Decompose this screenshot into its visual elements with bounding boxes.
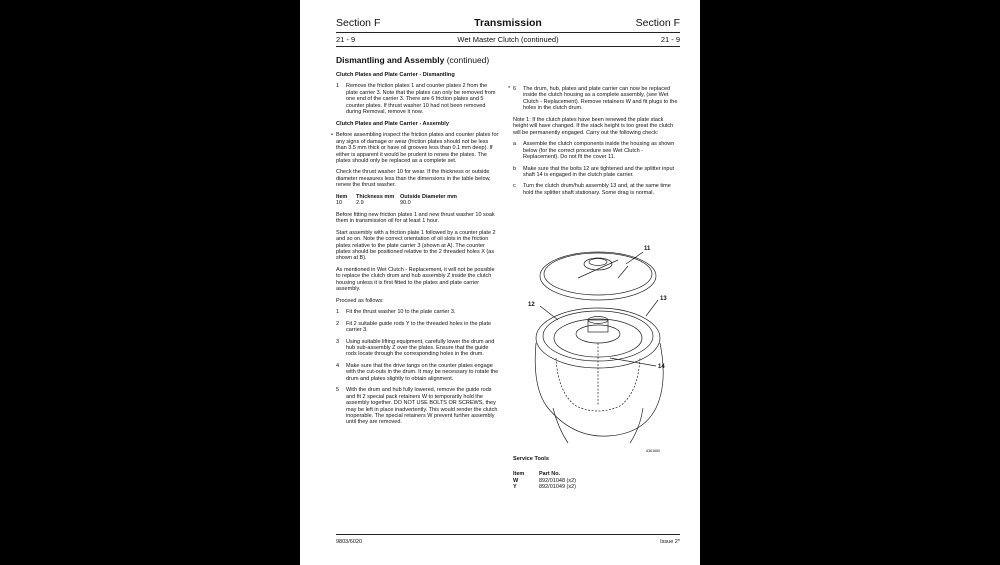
note-stack-height: Note 1: If the clutch plates have been renewed the plate stack height will have changed. If the stack height is too great the clutch will be permanently engaged. Carry out the following check: bbox=[513, 116, 674, 136]
hub-outline bbox=[576, 325, 620, 343]
paragraph-soak: Before fitting new friction plates 1 and new thrust washer 10 soak them in transmission oil for at least 1 hour. bbox=[336, 211, 495, 225]
callout-11: 11 bbox=[644, 246, 651, 252]
figure-ref: A361660 bbox=[646, 449, 661, 453]
section-title-text: Dismantling and Assembly bbox=[336, 55, 445, 65]
heading-dismantling: Clutch Plates and Plate Carrier - Dismantling bbox=[336, 72, 455, 78]
footer-rule bbox=[336, 534, 680, 535]
tools-header-item: Item bbox=[513, 471, 525, 478]
table-cell-item: 10 bbox=[336, 200, 343, 207]
step-letter: c bbox=[513, 183, 516, 190]
step-number: 2 bbox=[336, 320, 340, 327]
service-tools-table bbox=[513, 471, 678, 490]
step-number: 4 bbox=[336, 362, 340, 369]
table-header-od: Outside Diameter mm bbox=[400, 193, 457, 200]
footer-doc-number: 9803/6020 bbox=[336, 539, 362, 545]
step-text: With the drum and hub fully lowered, remove the guide rods and fit 2 special pack retainers W to temporarily hold the assembly together. DO NOT USE BOLTS OR SCREWS, they may be left in place inadvertently. This would render the clutch inoperable. The special retainers W prevent further assembly until they are removed. bbox=[346, 387, 498, 426]
housing-lower-edge bbox=[553, 408, 568, 443]
cover-boss-hole bbox=[589, 259, 607, 266]
clutch-housing-diagram bbox=[518, 238, 678, 460]
step-assembly-2 bbox=[336, 321, 500, 334]
step-number: 1 bbox=[336, 309, 340, 316]
tools-row-part: 892/01049 (x2) bbox=[539, 484, 576, 491]
step-text: Assemble the clutch components inside the housing as shown below (for the correct procedure see Wet Clutch - Replacement). Do not fit the cover 11. bbox=[523, 141, 675, 161]
header-section-left: Section F bbox=[336, 17, 381, 29]
page-header bbox=[336, 17, 680, 31]
leader-12 bbox=[540, 306, 558, 320]
step-assembly-1 bbox=[336, 309, 500, 315]
table-cell-od: 90.0 bbox=[400, 200, 411, 207]
paragraph-inspect bbox=[331, 132, 500, 164]
revision-mark: * bbox=[508, 86, 511, 92]
step-assembly-3 bbox=[336, 339, 500, 358]
step-text: The drum, hub, plates and plate carrier can now be replaced inside the clutch housing as a complete assembly, (see Wet Clutch - Replacement). Remove retainers W and fit plugs to the holes in the clutch drum. bbox=[523, 86, 678, 112]
step-number: 3 bbox=[336, 338, 340, 345]
step-number: 1 bbox=[336, 83, 340, 90]
step-letter: a bbox=[513, 141, 517, 148]
header-section-right: Section F bbox=[635, 17, 680, 29]
table-header-thickness: Thickness mm bbox=[356, 193, 395, 200]
step-number: 6 bbox=[513, 86, 517, 92]
leader-11 bbox=[626, 252, 643, 264]
callout-13: 13 bbox=[660, 296, 667, 302]
subheader-rule bbox=[336, 46, 680, 47]
subheader-title: Wet Master Clutch (continued) bbox=[457, 35, 559, 44]
paragraph-replacement-note: As mentioned in Wet Clutch - Replacement, it will not be possible to replace the clutch drum and hub assembly Z inside the clutch housing unless it is first fitted to the plates and plate carrier assembly. bbox=[336, 266, 495, 293]
callout-12: 12 bbox=[528, 302, 535, 308]
splitter-shaft bbox=[588, 320, 608, 332]
step-dismantle-1 bbox=[336, 83, 500, 115]
left-column bbox=[331, 72, 500, 431]
leader-13 bbox=[646, 300, 658, 316]
paragraph-text: Before assembling inspect the friction plates and counter plates for any signs of damage or wear (friction plates should not be less than 3.5 mm thick or have oil grooves less than 0.1 mm deep). If either is apparent it would be prudent to renew the plates. The plates should only be replaced as a complete set. bbox=[336, 132, 499, 164]
check-step-c bbox=[513, 183, 678, 196]
step-text: Fit 2 suitable guide rods Y to the threaded holes in the plate carrier 3. bbox=[346, 320, 492, 334]
step-text: Fit the thrust washer 10 to the plate carrier 3. bbox=[346, 309, 456, 316]
right-column bbox=[508, 86, 678, 201]
cover-boss bbox=[584, 258, 612, 270]
step-assembly-6 bbox=[508, 86, 678, 112]
step-letter: b bbox=[513, 165, 517, 172]
table-cell-thickness: 2.9 bbox=[356, 200, 364, 207]
page-subheader bbox=[336, 35, 680, 45]
cover-plate-outline bbox=[540, 252, 656, 300]
step-text: Turn the clutch drum/hub assembly 13 and, at the same time hold the splitter shaft stationary. Some drag is normal. bbox=[523, 183, 671, 196]
service-tools-heading: Service Tools bbox=[513, 456, 549, 462]
section-title bbox=[336, 55, 489, 65]
tools-row-part: 892/01048 (x2) bbox=[539, 477, 576, 484]
heading-assembly: Clutch Plates and Plate Carrier - Assembly bbox=[336, 120, 449, 127]
document-page bbox=[300, 0, 700, 565]
thrust-washer-table bbox=[336, 194, 500, 207]
leader-14 bbox=[610, 358, 656, 366]
table-header-item: Item bbox=[336, 193, 348, 200]
check-step-b bbox=[513, 166, 678, 179]
section-title-suffix: (continued) bbox=[446, 55, 490, 65]
revision-mark: • bbox=[331, 132, 333, 139]
paragraph-proceed: Proceed as follows: bbox=[336, 297, 384, 304]
subheader-page-right: 21 - 9 bbox=[660, 35, 680, 44]
step-text: Using suitable lifting equipment, carefully lower the drum and hub sub-assembly Z over the plates. Ensure that the guide rods locate through the corresponding holes in the drum. bbox=[346, 338, 495, 358]
footer-issue: Issue 2* bbox=[660, 539, 680, 545]
paragraph-thrust-washer: Check the thrust washer 10 for wear. If the thickness or outside diameter measures less than the dimensions in the table below, renew the thrust washer. bbox=[336, 169, 491, 189]
check-step-a bbox=[513, 141, 678, 160]
cover-rib bbox=[618, 266, 628, 278]
header-title: Transmission bbox=[474, 17, 542, 29]
tools-row-item: Y bbox=[513, 484, 517, 491]
paragraph-start-assembly: Start assembly with a friction plate 1 followed by a counter plate 2 and so on. Note the correct orientation of oil slots in the friction plates relative to the plate carrier 3 (shown at A). The counter plates should be positioned relative to the 2 threaded holes X (as shown at B). bbox=[336, 229, 496, 262]
step-text: Make sure that the bolts 12 are tightened and the splitter input shaft 14 is engaged in the clutch plate carrier. bbox=[523, 165, 675, 178]
tools-row-item: W bbox=[513, 477, 519, 484]
step-number: 5 bbox=[336, 387, 340, 394]
step-text: Make sure that the drive tangs on the counter plates engage with the cut-outs in the drum. It may be necessary to rotate the drum and plates slightly to obtain alignment. bbox=[346, 362, 499, 382]
step-assembly-4 bbox=[336, 363, 500, 382]
subheader-page-left: 21 - 9 bbox=[336, 35, 356, 44]
step-text: Remove the friction plates 1 and counter plates 2 from the plate carrier 3. Note that the plates can only be removed from one end of the carrier 3. There are 6 friction plates and 5 counter plates. If thrust washer 10 had not been removed during Removal, remove it now. bbox=[346, 83, 496, 116]
service-tools bbox=[513, 456, 678, 491]
header-rule bbox=[336, 32, 680, 33]
step-assembly-5 bbox=[336, 387, 500, 426]
callout-14: 14 bbox=[658, 364, 665, 370]
cover-plate-rim bbox=[544, 253, 652, 295]
tools-header-part: Part No. bbox=[539, 471, 561, 478]
